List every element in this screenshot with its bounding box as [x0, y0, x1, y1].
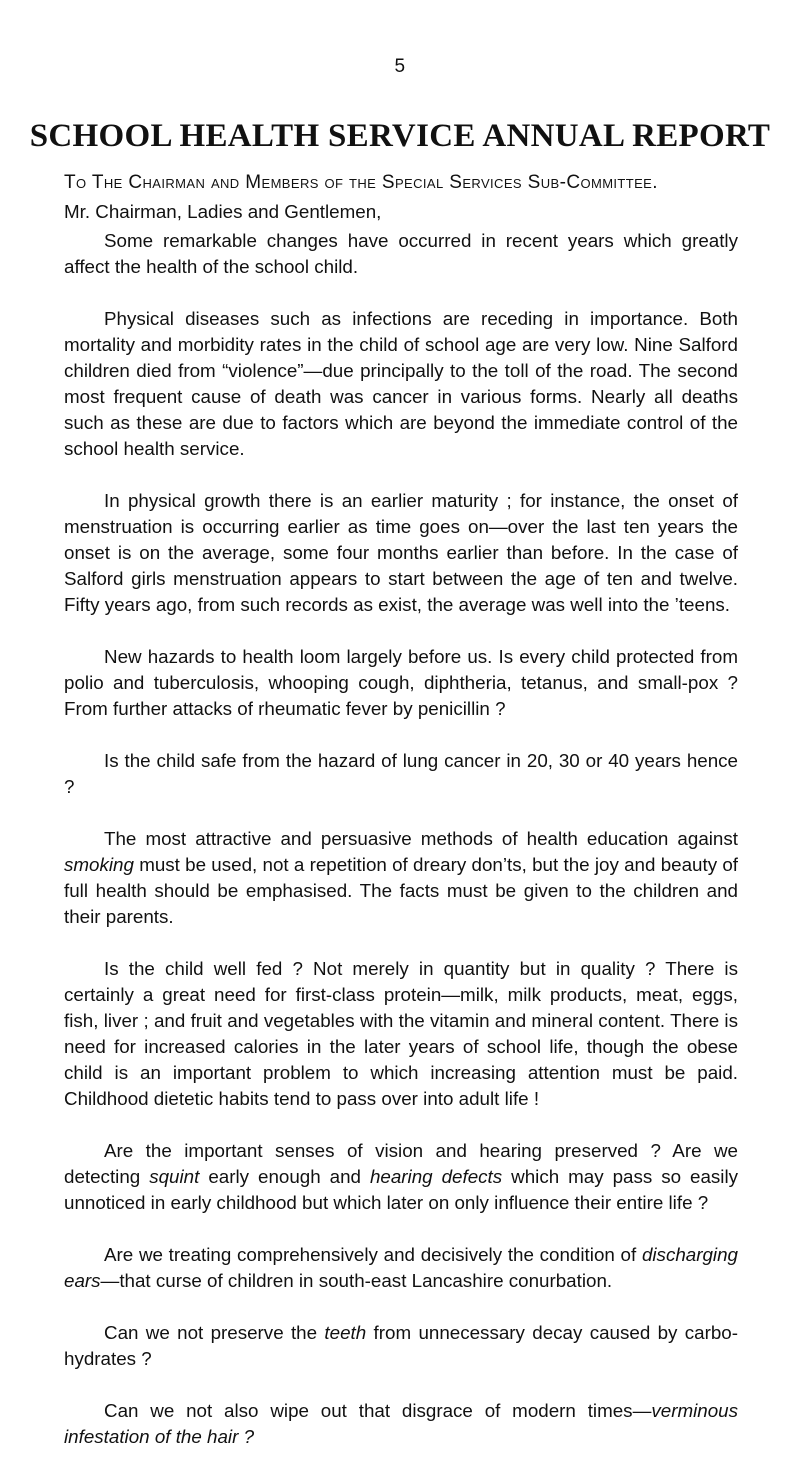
report-body	[64, 170, 738, 1476]
paragraph-senses-text-c: which may pass so easily unnoticed in early childhood but which later on only influence their entire life ?	[64, 1166, 739, 1213]
paragraph-ears-text-b: —that curse of children in south-east Lancashire conurbation.	[100, 1270, 613, 1291]
paragraph-ears-text-a: Are we treating comprehensively and decisively the condition of	[104, 1244, 637, 1265]
salutation: Mr. Chairman, Ladies and Gentlemen,	[64, 201, 382, 222]
paragraph-senses-text-b: early enough and	[208, 1166, 361, 1187]
paragraph-senses-text-a: Are the important senses of vision and hearing preserved ? Are we detecting	[64, 1140, 738, 1187]
paragraph-smoking-text-a: The most attractive and persuasive methods of health education against	[104, 828, 738, 849]
paragraph-infestation-text-a: Can we not also wipe out that disgrace of modern times—	[104, 1400, 652, 1421]
paragraph-smoking	[64, 826, 738, 930]
paragraph-physical-growth: In physical growth there is an earlier maturity ; for instance, the onset of menstruation is occurring earlier as time goes on—over the last ten years the onset is on the average, some four months earlier than before. In the case of Salford girls menstruation appears to start between the age of ten and twelve. Fifty years ago, from such records as exist, the average was well into the ’teens.	[64, 490, 738, 615]
emphasis-hearing-defects: hearing defects	[369, 1166, 503, 1187]
report-title: SCHOOL HEALTH SERVICE ANNUAL REPORT	[29, 118, 771, 154]
paragraph-intro: Some remarkable changes have occurred in recent years which greatly affect the health of the school child.	[64, 230, 738, 277]
emphasis-verminous-infestation: verminous infestation of the hair ?	[64, 1400, 738, 1447]
paragraph-teeth-text-b: from unnecessary decay caused by carbo-hydrates ?	[64, 1322, 739, 1369]
addressee-line: To The Chairman and Members of the Special Services Sub-Committee.	[64, 172, 658, 193]
paragraph-teeth-text-a: Can we not preserve the	[104, 1322, 318, 1343]
paragraph-smoking-text-b: must be used, not a repetition of dreary don’ts, but the joy and beauty of full health should be emphasised. The facts must be given to the children and their parents.	[64, 854, 739, 927]
paragraph-teeth	[64, 1320, 738, 1372]
paragraph-new-hazards: New hazards to health loom largely before us. Is every child protected from polio and tuberculosis, whooping cough, diphtheria, tetanus, and small-pox ? From further attacks of rheumatic fever by penicillin ?	[64, 646, 738, 719]
paragraph-nutrition: Is the child well fed ? Not merely in quantity but in quality ? There is certainly a great need for first-class protein—milk, milk products, meat, eggs, fish, liver ; and fruit and vegetables with the vitamin and mineral content. There is need for increased calories in the later years of school life, though the obese child is an important problem to which increasing attention must be paid. Childhood dietetic habits tend to pass over into adult life !	[64, 958, 738, 1109]
emphasis-squint: squint	[149, 1166, 200, 1187]
paragraph-senses	[64, 1138, 738, 1216]
paragraph-ears	[64, 1242, 738, 1294]
paragraph-lung-cancer: Is the child safe from the hazard of lung cancer in 20, 30 or 40 years hence ?	[64, 750, 738, 797]
emphasis-smoking: smoking	[64, 854, 134, 875]
emphasis-discharging-ears: discharging ears	[64, 1244, 738, 1291]
emphasis-teeth: teeth	[324, 1322, 367, 1343]
paragraph-infestation	[64, 1398, 738, 1450]
page-number: 5	[394, 56, 406, 77]
paragraph-physical-diseases: Physical diseases such as infections are receding in importance. Both mortality and morbidity rates in the child of school age are very low. Nine Salford children died from “violence”—due principally to the toll of the road. The second most frequent cause of death was cancer in various forms. Nearly all deaths such as these are due to factors which are beyond the immediate control of the school health service.	[64, 308, 738, 459]
